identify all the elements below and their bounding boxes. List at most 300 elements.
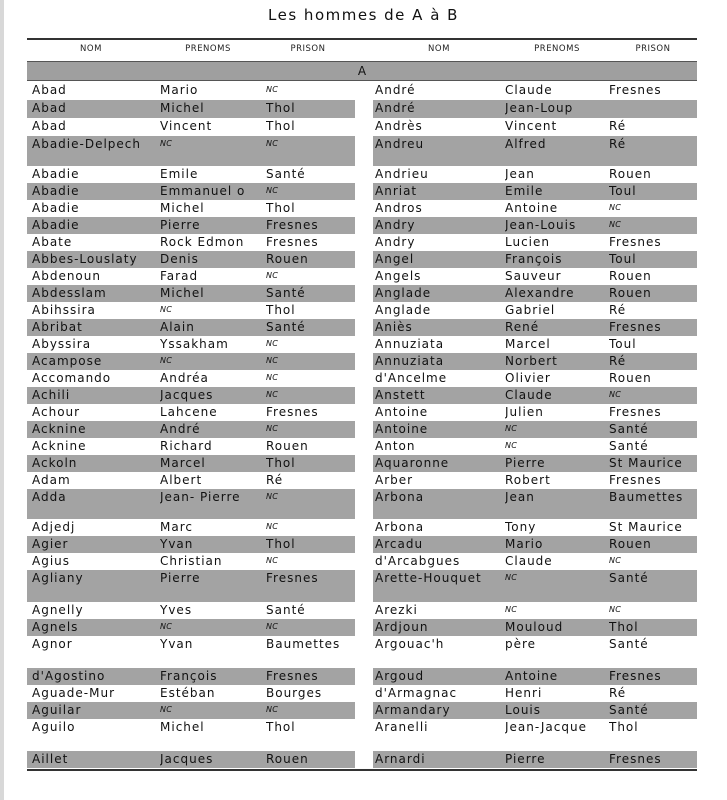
prison-cell: Rouen [266,439,309,453]
prison-cell: NC [266,271,279,280]
prenom-cell: Mario [160,83,199,97]
nom-cell: Abbes-Louslaty [32,252,138,266]
left-entry [27,751,355,768]
prison-cell: Toul [609,184,637,198]
prenom-cell: Marc [160,520,193,534]
left-entry [27,536,355,553]
left-entry [27,166,355,183]
page-title: Les hommes de A à B [268,6,459,24]
right-entry [373,536,697,553]
prison-cell: Thol [266,720,296,734]
right-entry [373,234,697,251]
nom-cell: Agnor [32,637,73,651]
nom-cell: Abadie [32,201,80,215]
prison-cell: Ré [266,473,284,487]
left-entry [27,136,355,166]
nom-cell: d'Ancelme [375,371,448,385]
right-entry [373,285,697,302]
nom-cell: d'Arcabgues [375,554,461,568]
left-entry [27,302,355,319]
nom-cell: Abad [32,101,67,115]
nom-cell: Annuziata [375,354,445,368]
left-entry [27,336,355,353]
prenom-cell: Lucien [505,235,550,249]
prenom-cell: Lahcene [160,405,218,419]
right-entry [373,636,697,668]
prenom-cell: Michel [160,201,205,215]
prenom-cell: Vincent [505,119,558,133]
table-row [27,472,697,489]
prison-cell: Bourges [266,686,323,700]
prison-cell: Fresnes [266,235,319,249]
prenom-cell: Alain [160,320,195,334]
table-row [27,438,697,455]
prenom-cell: Yves [160,603,193,617]
prison-cell: NC [266,356,279,365]
prison-cell: Fresnes [266,405,319,419]
prison-cell: Toul [609,337,637,351]
nom-cell: Adam [32,473,71,487]
table-row [27,118,697,136]
prenom-cell: NC [505,441,518,450]
bottom-rule [27,769,697,771]
left-entry [27,702,355,719]
prenom-cell: Michel [160,720,205,734]
prenom-cell: Alfred [505,137,547,151]
nom-cell: Achili [32,388,71,402]
right-entry [373,519,697,536]
prison-cell: Thol [266,101,296,115]
prison-cell: NC [266,705,279,714]
nom-cell: Abribat [32,320,83,334]
nom-cell: Ardjoun [375,620,429,634]
prenom-cell: Albert [160,473,203,487]
prison-cell: Thol [266,303,296,317]
nom-cell: Ackoln [32,456,78,470]
table-row [27,136,697,166]
prison-cell: Santé [266,603,306,617]
table-row [27,536,697,553]
prenom-cell: Emile [160,167,199,181]
prenom-cell: NC [160,356,173,365]
prison-cell: NC [609,390,622,399]
nom-cell: Arezki [375,603,418,617]
left-entry [27,200,355,217]
right-entry [373,82,697,100]
left-entry [27,472,355,489]
nom-cell: Adjedj [32,520,76,534]
nom-cell: Argoud [375,669,425,683]
right-entry [373,387,697,404]
nom-cell: Agliany [32,571,84,585]
prison-cell: Rouen [609,286,652,300]
nom-cell: Acknine [32,422,87,436]
nom-cell: Arette-Houquet [375,571,482,585]
prison-cell: NC [266,522,279,531]
prison-cell: Fresnes [609,752,662,766]
nom-cell: Achour [32,405,81,419]
header-prison-right: PRISON [635,44,671,54]
nom-cell: Abadie [32,218,80,232]
nom-cell: Abyssira [32,337,92,351]
prenom-cell: Robert [505,473,551,487]
prison-cell: Thol [266,456,296,470]
prenom-cell: Claude [505,388,553,402]
nom-cell: Andrès [375,119,423,133]
nom-cell: Agnelly [32,603,84,617]
nom-cell: Aguade-Mur [32,686,116,700]
prenom-cell: Pierre [160,571,201,585]
prenom-cell: Jean-Jacque [505,720,587,734]
left-entry [27,285,355,302]
right-entry [373,319,697,336]
prison-cell: NC [266,424,279,433]
right-entry [373,619,697,636]
right-entry [373,668,697,685]
nom-cell: Agius [32,554,71,568]
table-header [27,40,697,58]
nom-cell: Andrieu [375,167,429,181]
prenom-cell: Henri [505,686,543,700]
nom-cell: Abadie [32,167,80,181]
prenom-cell: Norbert [505,354,558,368]
prenom-cell: Yvan [160,537,194,551]
prison-cell: Toul [609,252,637,266]
table-row [27,166,697,183]
prison-cell: Ré [609,119,627,133]
nom-cell: Acknine [32,439,87,453]
left-entry [27,404,355,421]
prison-cell: NC [266,390,279,399]
prison-cell: Ré [609,137,627,151]
prison-cell: Fresnes [609,405,662,419]
prison-cell: St Maurice [609,456,683,470]
right-entry [373,118,697,136]
nom-cell: Arnardi [375,752,426,766]
prison-cell: Thol [609,720,639,734]
prenom-cell: Alexandre [505,286,575,300]
prison-cell: Santé [609,439,649,453]
nom-cell: Andry [375,235,416,249]
prison-cell: Santé [266,320,306,334]
prenom-cell: Claude [505,83,553,97]
right-entry [373,370,697,387]
right-entry [373,438,697,455]
prenom-cell: François [160,669,218,683]
nom-cell: Arcadu [375,537,424,551]
right-entry [373,472,697,489]
prenom-cell: Pierre [505,456,546,470]
left-entry [27,719,355,751]
prison-cell: Fresnes [266,218,319,232]
page-edge [0,0,4,800]
section-letter: A [27,61,697,81]
nom-cell: Aguilo [32,720,76,734]
left-entry [27,570,355,602]
table-row [27,421,697,438]
nom-cell: Armandary [375,703,451,717]
nom-cell: Angels [375,269,422,283]
prison-cell: Santé [609,637,649,651]
prenom-cell: Farad [160,269,199,283]
prenom-cell: Antoine [505,201,559,215]
right-entry [373,166,697,183]
right-entry [373,489,697,519]
right-entry [373,421,697,438]
nom-cell: Anglade [375,286,432,300]
prison-cell: NC [266,373,279,382]
prenom-cell: André [160,422,201,436]
left-entry [27,668,355,685]
prison-cell: Rouen [609,167,652,181]
prison-cell: Rouen [266,252,309,266]
left-entry [27,455,355,472]
prison-cell: Ré [609,686,627,700]
right-entry [373,751,697,768]
prenom-cell: Gabriel [505,303,556,317]
prenom-cell: NC [505,605,518,614]
prenom-cell: NC [160,139,173,148]
prison-cell: Rouen [266,752,309,766]
table-row [27,751,697,768]
left-entry [27,217,355,234]
right-entry [373,336,697,353]
nom-cell: Adda [32,490,67,504]
table-row [27,319,697,336]
prenom-cell: Jean- Pierre [160,490,241,504]
nom-cell: Andros [375,201,423,215]
right-entry [373,685,697,702]
prenom-cell: Jean-Loup [505,101,574,115]
left-entry [27,251,355,268]
prison-cell: NC [609,220,622,229]
table-row [27,619,697,636]
table-row [27,302,697,319]
prenom-cell: Tony [505,520,537,534]
nom-cell: Abad [32,119,67,133]
table-row [27,268,697,285]
prenom-cell: Jean [505,490,535,504]
prenom-cell: Emile [505,184,544,198]
nom-cell: Aguilar [32,703,82,717]
prenom-cell: Pierre [505,752,546,766]
prenom-cell: Rock Edmon [160,235,245,249]
right-entry [373,200,697,217]
prison-cell: NC [266,339,279,348]
prison-cell: Rouen [609,371,652,385]
left-entry [27,353,355,370]
right-entry [373,251,697,268]
nom-cell: Abdesslam [32,286,107,300]
table-row [27,336,697,353]
table-row [27,570,697,602]
prenom-cell: Yssakham [160,337,229,351]
nom-cell: Anstett [375,388,426,402]
prison-cell: Fresnes [609,83,662,97]
prison-cell: NC [609,203,622,212]
prison-cell: Fresnes [609,669,662,683]
left-entry [27,100,355,118]
right-entry [373,455,697,472]
prison-cell: NC [266,186,279,195]
prenom-cell: NC [160,622,173,631]
nom-cell: Anton [375,439,416,453]
table-row [27,200,697,217]
prenom-cell: Vincent [160,119,213,133]
left-entry [27,370,355,387]
prison-cell: NC [609,605,622,614]
table-row [27,702,697,719]
left-entry [27,519,355,536]
table-row [27,353,697,370]
table-row [27,668,697,685]
prenom-cell: Julien [505,405,544,419]
prison-cell: Fresnes [266,669,319,683]
prison-cell: Ré [609,354,627,368]
prenom-cell: Andréa [160,371,209,385]
prison-cell: NC [609,556,622,565]
prenom-cell: Antoine [505,669,559,683]
prison-cell: Santé [266,286,306,300]
table-row [27,82,697,100]
prenom-cell: Estéban [160,686,216,700]
prison-cell: St Maurice [609,520,683,534]
prison-cell: Thol [266,537,296,551]
prenom-cell: NC [160,705,173,714]
left-entry [27,82,355,100]
nom-cell: Abadie [32,184,80,198]
prenom-cell: Jean-Louis [505,218,577,232]
table-body [27,82,697,768]
nom-cell: Abad [32,83,67,97]
left-entry [27,619,355,636]
prison-cell: Fresnes [266,571,319,585]
prenom-cell: Mouloud [505,620,564,634]
left-entry [27,319,355,336]
right-entry [373,183,697,200]
right-entry [373,404,697,421]
nom-cell: Abate [32,235,73,249]
right-entry [373,570,697,602]
prison-cell: Fresnes [609,473,662,487]
nom-cell: Annuziata [375,337,445,351]
nom-cell: Abihssira [32,303,96,317]
table-row [27,234,697,251]
prenom-cell: Emmanuel o [160,184,246,198]
left-entry [27,421,355,438]
prenom-cell: Jacques [160,752,214,766]
nom-cell: Arbona [375,490,425,504]
left-entry [27,685,355,702]
prison-cell: Santé [609,571,649,585]
table-row [27,404,697,421]
left-entry [27,118,355,136]
table-row [27,519,697,536]
left-entry [27,268,355,285]
table-row [27,719,697,751]
table-row [27,285,697,302]
left-entry [27,387,355,404]
nom-cell: Angel [375,252,415,266]
right-entry [373,136,697,166]
nom-cell: Arber [375,473,414,487]
header-prison-left: PRISON [290,44,326,54]
nom-cell: Aquaronne [375,456,450,470]
table-row [27,183,697,200]
nom-cell: d'Agostino [32,669,106,683]
header-prenoms-right: PRENOMS [534,44,580,54]
nom-cell: Argouac'h [375,637,445,651]
table-row [27,489,697,519]
prenom-cell: Michel [160,286,205,300]
nom-cell: Anriat [375,184,418,198]
right-entry [373,302,697,319]
prison-cell: Santé [266,167,306,181]
nom-cell: Anglade [375,303,432,317]
left-entry [27,234,355,251]
nom-cell: Abadie-Delpech [32,137,142,151]
prison-cell: Thol [266,119,296,133]
prenom-cell: Denis [160,252,199,266]
table-row [27,370,697,387]
prison-cell [609,100,697,101]
prenom-cell: Louis [505,703,542,717]
prenom-cell: Jacques [160,388,214,402]
prenom-cell: Pierre [160,218,201,232]
prison-cell: Baumettes [266,637,341,651]
prenom-cell: NC [505,573,518,582]
prenom-cell: François [505,252,563,266]
prenom-cell: Yvan [160,637,194,651]
nom-cell: Aniès [375,320,413,334]
nom-cell: Aranelli [375,720,429,734]
left-entry [27,489,355,519]
nom-cell: Andreu [375,137,425,151]
right-entry [373,268,697,285]
prenom-cell: NC [505,424,518,433]
nom-cell: Agnels [32,620,79,634]
prison-cell: Fresnes [609,320,662,334]
prisoner-table [27,38,697,771]
table-row [27,251,697,268]
prison-cell: Rouen [609,269,652,283]
table-row [27,685,697,702]
table-row [27,217,697,234]
prenom-cell: Sauveur [505,269,562,283]
prison-cell: NC [266,622,279,631]
prison-cell: Fresnes [609,235,662,249]
nom-cell: Acampose [32,354,103,368]
table-row [27,553,697,570]
prenom-cell: père [505,637,537,651]
prison-cell: Baumettes [609,490,684,504]
table-row [27,636,697,668]
right-entry [373,553,697,570]
prison-cell: NC [266,139,279,148]
table-row [27,602,697,619]
prison-cell: NC [266,85,279,94]
nom-cell: Arbona [375,520,425,534]
prenom-cell: Jean [505,167,535,181]
left-entry [27,636,355,668]
nom-cell: Aillet [32,752,69,766]
nom-cell: André [375,101,416,115]
header-nom-left: NOM [80,44,102,54]
table-row [27,455,697,472]
nom-cell: Accomando [32,371,112,385]
left-entry [27,183,355,200]
header-nom-right: NOM [428,44,450,54]
